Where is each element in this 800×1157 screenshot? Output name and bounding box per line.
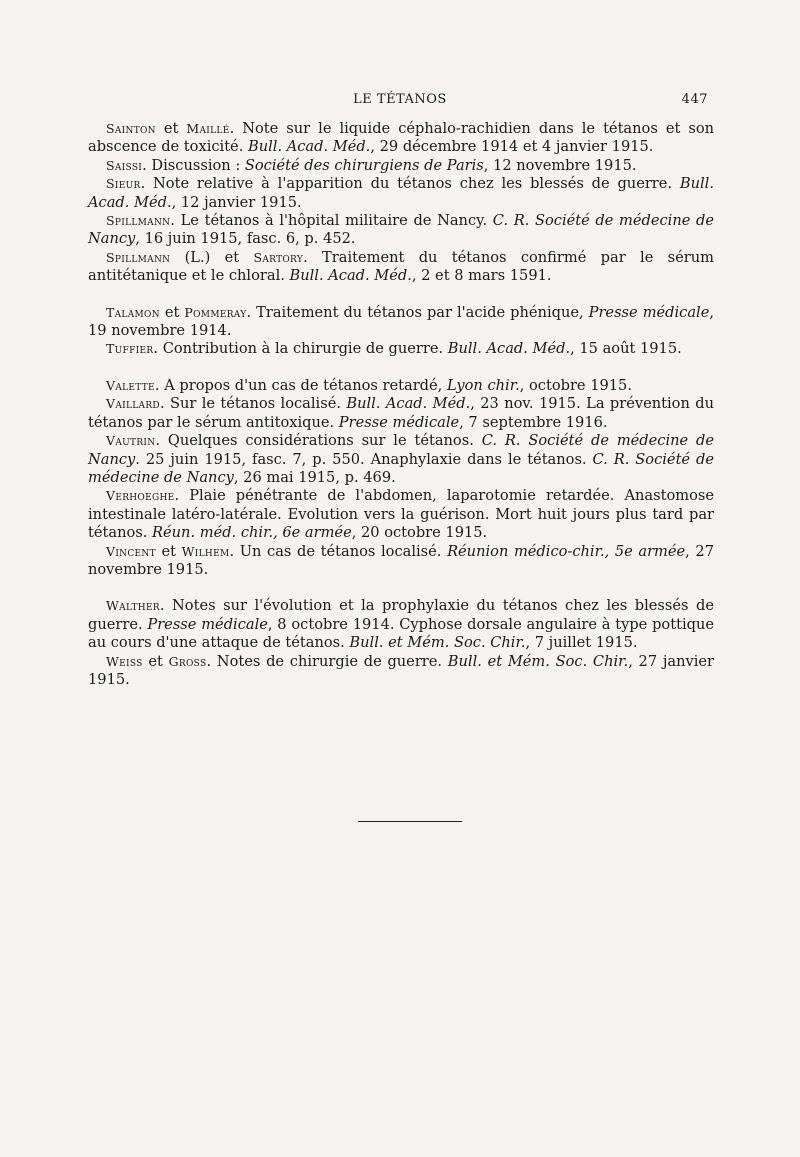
author-name: Walther <box>106 598 160 614</box>
journal-title: C. R. Société de médecine de Nancy <box>88 450 714 486</box>
entry-text: . Note relative à l'apparition du tétanos chez les blessés de guerre. <box>140 175 680 193</box>
entry-text: , 23 nov. 1915. La prévention du tétanos par le sérum antitoxique. <box>88 395 714 431</box>
entry-text: . 25 juin 1915, fasc. 7, p. 550. Anaphylaxie dans le tétanos. <box>135 450 593 468</box>
bib-entry-sieur <box>88 175 714 212</box>
author-name: Maillé <box>186 121 230 136</box>
author-name: Valette <box>106 377 155 393</box>
journal-title: Bull. Acad. Méd. <box>447 340 571 358</box>
author-name: Saissi <box>106 157 143 173</box>
entry-text: , octobre 1915. <box>519 376 632 394</box>
bib-entry-walther <box>88 597 714 652</box>
author-name: Spillmann <box>106 249 171 265</box>
entry-text: . Notes de chirurgie de guerre. <box>206 652 448 670</box>
entry-text: et <box>155 120 187 137</box>
entry-text: . A propos d'un cas de tétanos retardé, <box>154 376 447 394</box>
entry-text: , 2 et 8 mars 1591. <box>411 267 552 285</box>
bib-entry-sainton-maille <box>88 120 714 157</box>
journal-title: Bull. et Mém. Soc. Chir. <box>349 634 526 652</box>
entry-text: , 19 novembre 1914. <box>88 303 714 340</box>
running-title: LE TÉTANOS <box>353 92 447 107</box>
journal-title: Presse médicale <box>147 615 268 633</box>
entry-text: , 12 janvier 1915. <box>171 193 302 211</box>
page-number: 447 <box>681 92 708 107</box>
entry-text: . Un cas de tétanos localisé. <box>229 542 448 560</box>
journal-title: Presse médicale <box>588 303 710 321</box>
journal-title: Bull. Acad. Méd. <box>346 395 471 413</box>
journal-title: Bull. Acad. Méd. <box>247 138 371 156</box>
entry-text: , 20 octobre 1915. <box>351 524 488 542</box>
author-name: Vincent <box>106 543 156 559</box>
entry-text: , 29 décembre 1914 et 4 janvier 1915. <box>370 138 654 156</box>
author-name: Verhoeghe <box>106 488 175 504</box>
journal-title: Presse médicale <box>338 413 460 431</box>
entry-text: . Plaie pénétrante de l'abdomen, laparotomie retardée. Anastomose intestinale latéro-latérale. Evolution vers la guérison. Mort huit jours plus tard par tétanos. <box>88 487 714 542</box>
author-name: Sieur <box>106 176 141 192</box>
entry-text: . Traitement du tétanos confirmé par le sérum antitétanique et le chloral. <box>88 248 714 285</box>
author-name: Pommeray <box>184 304 247 320</box>
entry-text: et <box>142 652 169 670</box>
journal-title: C. R. Société de médecine de Nancy <box>88 212 715 248</box>
entry-text: , 7 juillet 1915. <box>525 634 638 652</box>
bib-entry-saissi <box>88 157 714 175</box>
journal-title: Bull. Acad. Méd. <box>289 267 412 285</box>
entry-text: et <box>159 303 185 321</box>
bib-entry-valette <box>88 377 714 395</box>
entry-text: , 12 novembre 1915. <box>483 156 637 174</box>
entry-text: . Sur le tétanos localisé. <box>159 395 347 413</box>
bib-entry-talamon-pommeray <box>88 304 714 341</box>
entry-text: (L.) et <box>170 248 254 266</box>
author-name: Vautrin <box>106 433 156 449</box>
journal-title: Réun. méd. chir., 6e armée <box>152 524 352 542</box>
bib-entry-spillmann <box>88 212 714 249</box>
journal-title: C. R. Société de médecine de Nancy <box>88 432 715 468</box>
bib-entry-spillmann-sartory <box>88 249 714 286</box>
bib-entry-vincent-wilhem <box>88 543 714 580</box>
author-name: Weiss <box>106 653 143 669</box>
bib-entry-tuffier <box>88 340 714 358</box>
author-name: Vaillard <box>106 396 160 412</box>
entry-text: , 7 septembre 1916. <box>459 413 608 431</box>
running-head <box>80 92 720 112</box>
end-rule-divider <box>358 821 462 822</box>
entry-text: . Contribution à la chirurgie de guerre. <box>153 340 448 358</box>
journal-title: Bull. et Mém. Soc. Chir. <box>447 652 629 670</box>
entry-text: . Le tétanos à l'hôpital militaire de Nancy. <box>170 212 493 230</box>
entry-text: et <box>155 542 182 560</box>
bib-entry-vaillard <box>88 395 714 432</box>
entry-text: , 26 mai 1915, p. 469. <box>233 468 396 486</box>
entry-text: . Note sur le liquide céphalo-rachidien dans le tétanos et son abscence de toxicité. <box>88 120 715 156</box>
author-name: Tuffier <box>106 341 154 357</box>
entry-text: , 16 juin 1915, fasc. 6, p. 452. <box>135 230 356 248</box>
entry-text: , 8 octobre 1914. Cyphose dorsale angulaire à type pottique au cours d'une attaque de tétanos. <box>88 615 714 652</box>
author-name: Sainton <box>106 121 156 136</box>
author-name: Talamon <box>106 304 160 320</box>
journal-title: Société des chirurgiens de Paris <box>244 156 484 174</box>
entry-text: . Quelques considérations sur le tétanos. <box>155 432 482 450</box>
entry-text: . Discussion : <box>142 156 245 174</box>
journal-title: Réunion médico-chir., 5e armée <box>447 542 686 560</box>
entry-text: , 27 janvier 1915. <box>88 652 714 688</box>
bib-entry-weiss-gross <box>88 653 714 690</box>
author-name: Spillmann <box>106 213 171 229</box>
entry-text: . Notes sur l'évolution et la prophylaxie du tétanos chez les blessés de guerre. <box>88 597 714 633</box>
bib-entry-vautrin <box>88 432 714 487</box>
entry-text: . Traitement du tétanos par l'acide phénique, <box>246 303 589 321</box>
author-name: Sartory <box>253 249 304 265</box>
author-name: Gross <box>168 653 207 669</box>
author-name: Wilhem <box>181 543 230 559</box>
entry-text: , 15 août 1915. <box>570 340 682 358</box>
bibliography <box>88 120 714 689</box>
bib-entry-verhoeghe <box>88 487 714 542</box>
journal-title: Bull. Acad. Méd. <box>88 175 714 211</box>
journal-title: Lyon chir. <box>446 376 520 394</box>
entry-text: , 27 novembre 1915. <box>88 542 715 578</box>
